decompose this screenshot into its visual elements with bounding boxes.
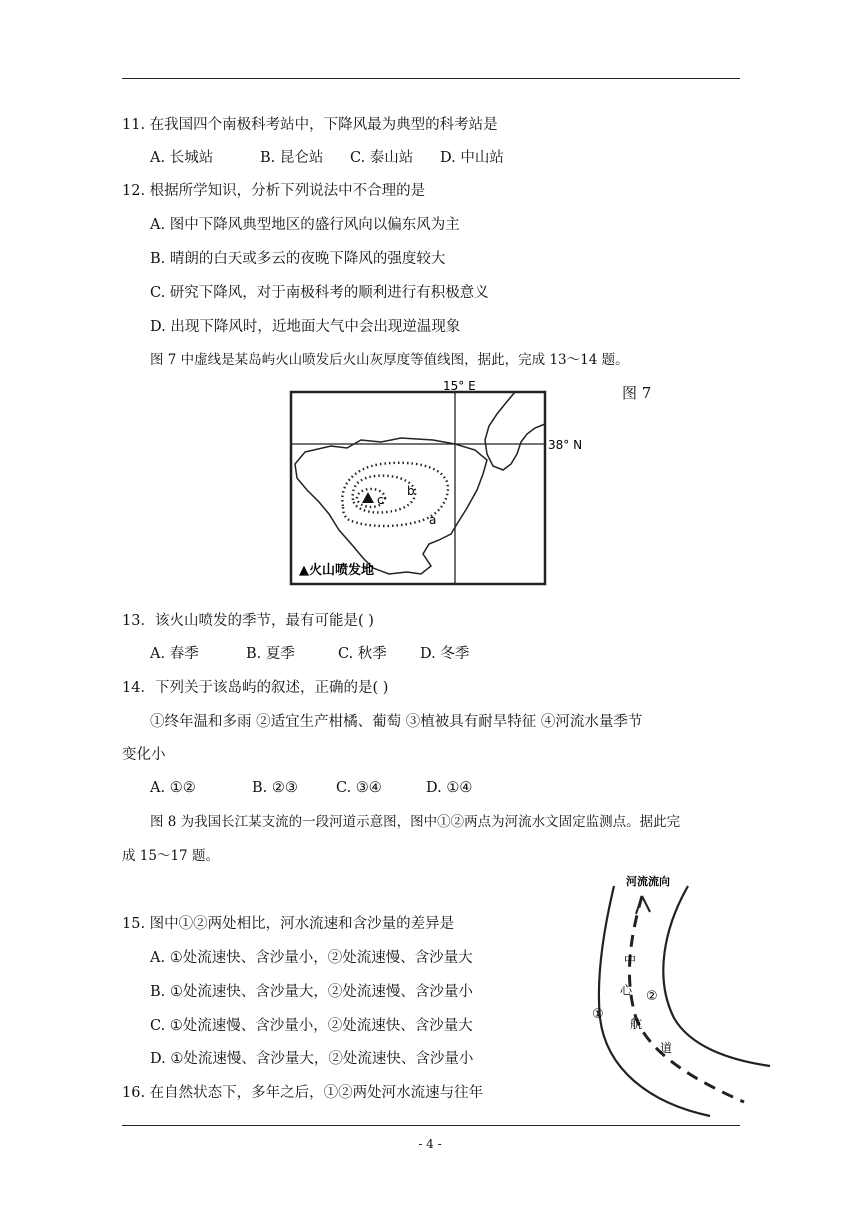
question-15-option-a[interactable]: A. ①处流速快、含沙量小，②处流速慢、含沙量大	[150, 950, 473, 966]
flow-label: 河流流向	[626, 875, 670, 888]
option-d[interactable]: D. 冬季	[420, 646, 470, 662]
page-number: - 4 -	[418, 1137, 442, 1151]
question-11-stem: 11. 在我国四个南极科考站中，下降风最为典型的科考站是	[122, 117, 498, 133]
question-14-statements-line1: ①终年温和多雨 ②适宜生产柑橘、葡萄 ③植被具有耐旱特征 ④河流水量季节	[150, 714, 643, 730]
question-11-options	[150, 149, 504, 167]
question-13-stem: 13．该火山喷发的季节，最有可能是( )	[122, 613, 374, 629]
channel-char-2: 心	[620, 983, 633, 997]
contour-label-a: a	[429, 513, 437, 527]
option-b[interactable]: B. 夏季	[246, 646, 295, 662]
question-12-option-c[interactable]: C. 研究下降风，对于南极科考的顺利进行有积极意义	[150, 285, 489, 301]
lon-label: 15° E	[443, 379, 476, 393]
question-12-option-d[interactable]: D. 出现下降风时，近地面大气中会出现逆温现象	[150, 319, 461, 335]
option-a[interactable]: A. 长城站	[150, 150, 214, 166]
question-14-stem: 14．下列关于该岛屿的叙述，正确的是( )	[122, 680, 389, 696]
header-rule	[122, 78, 740, 79]
map-frame	[291, 392, 545, 584]
point-2-label: ②	[646, 989, 658, 1004]
lat-label: 38° N	[548, 438, 583, 452]
option-d[interactable]: D. 中山站	[440, 150, 504, 166]
question-12-option-b[interactable]: B. 晴朗的白天或多云的夜晚下降风的强度较大	[150, 251, 446, 267]
question-14-statements-line2: 变化小	[122, 747, 166, 763]
question-15-stem: 15. 图中①②两处相比，河水流速和含沙量的差异是	[122, 916, 455, 932]
volcano-icon	[362, 492, 374, 503]
question-15-option-c[interactable]: C. ①处流速慢、含沙量小，②处流速快、含沙量大	[150, 1018, 473, 1034]
channel-char-1: 中	[624, 953, 637, 967]
point-1-label: ①	[592, 1007, 604, 1022]
coastline-mainland	[485, 392, 545, 470]
question-14-options	[150, 779, 472, 797]
option-a[interactable]: A. ①②	[150, 780, 196, 796]
option-c[interactable]: C. ③④	[336, 780, 382, 796]
question-16-stem: 16. 在自然状态下，多年之后，①②两处河水流速与往年	[122, 1085, 484, 1101]
figure-7-map	[283, 378, 603, 592]
channel-char-4: 道	[660, 1041, 673, 1055]
flow-arrow-icon	[636, 896, 650, 914]
question-13-options	[150, 645, 469, 663]
intro-13-14: 图 7 中虚线是某岛屿火山喷发后火山灰厚度等值线图，据此，完成 13～14 题。	[150, 352, 629, 368]
option-b[interactable]: B. ②③	[252, 780, 298, 796]
option-c[interactable]: C. 泰山站	[350, 150, 414, 166]
legend-volcano: ▲火山喷发地	[299, 563, 374, 578]
river-bank-right	[663, 886, 770, 1066]
option-b[interactable]: B. 昆仑站	[260, 150, 324, 166]
option-d[interactable]: D. ①④	[426, 780, 473, 796]
island-outline	[295, 438, 487, 574]
figure-8-river	[578, 868, 774, 1120]
question-15-option-b[interactable]: B. ①处流速快、含沙量大，②处流速慢、含沙量小	[150, 984, 473, 1000]
intro-15-17-line1: 图 8 为我国长江某支流的一段河道示意图，图中①②两点为河流水文固定监测点。据此完	[150, 814, 681, 830]
question-12-option-a[interactable]: A. 图中下降风典型地区的盛行风向以偏东风为主	[150, 217, 460, 233]
question-12-stem: 12. 根据所学知识，分析下列说法中不合理的是	[122, 183, 426, 199]
option-c[interactable]: C. 秋季	[338, 646, 387, 662]
contour-label-b: b	[407, 484, 415, 498]
intro-15-17-line2: 成 15～17 题。	[122, 848, 219, 864]
figure-7-caption: 图 7	[622, 384, 652, 402]
option-a[interactable]: A. 春季	[150, 646, 199, 662]
contour-label-c: c	[377, 493, 384, 507]
channel-char-3: 航	[630, 1017, 643, 1031]
question-15-option-d[interactable]: D. ①处流速慢、含沙量大，②处流速快、含沙量小	[150, 1051, 474, 1067]
footer-rule	[122, 1125, 740, 1126]
